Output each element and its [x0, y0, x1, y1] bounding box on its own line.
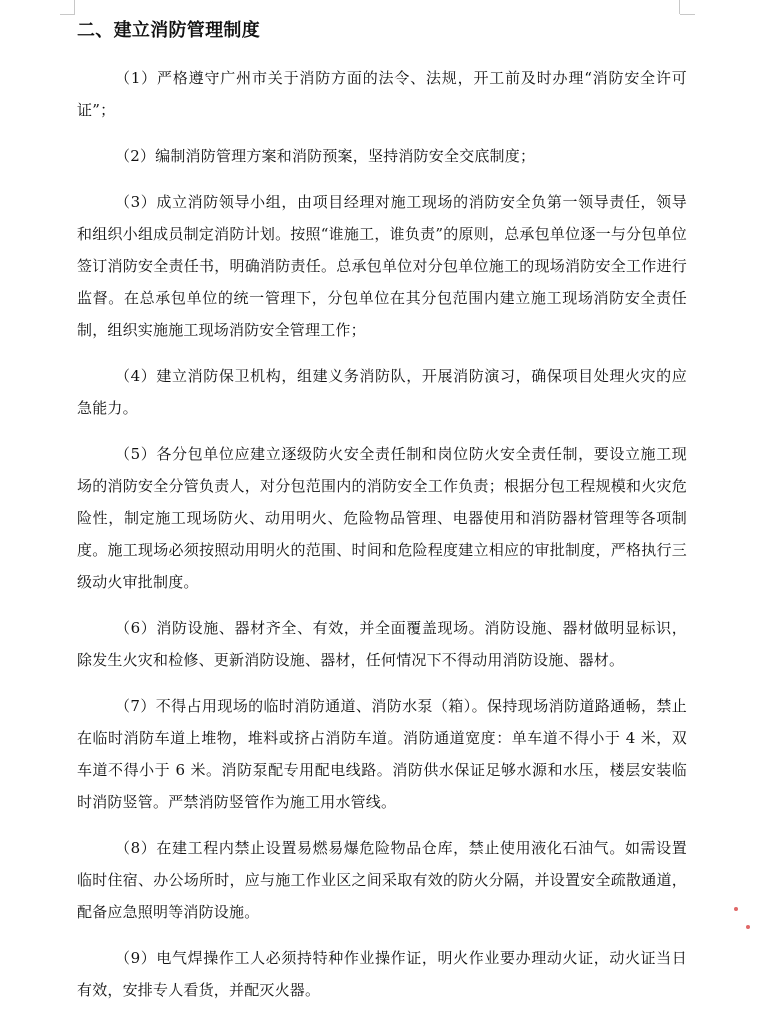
paragraph-4: （4）建立消防保卫机构，组建义务消防队，开展消防演习，确保项目处理火灾的应急能力。	[77, 367, 687, 417]
paragraph-2: （2）编制消防管理方案和消防预案，坚持消防安全交底制度；	[115, 147, 536, 165]
paragraph-6: （6）消防设施、器材齐全、有效，并全面覆盖现场。消防设施、器材做明显标识，除发生火灾和检修、更新消防设施、器材，任何情况下不得动用消防设施、器材。	[77, 619, 687, 669]
crop-mark-top-right-horizontal	[680, 14, 695, 15]
paragraph-1: （1）严格遵守广州市关于消防方面的法令、法规，开工前及时办理“消防安全许可证”；	[77, 69, 687, 119]
paragraph-9: （9）电气焊操作工人必须持特种作业操作证，明火作业要办理动火证，动火证当日有效，安排专人看货，并配灭火器。	[77, 949, 687, 999]
paragraph-3: （3）成立消防领导小组，由项目经理对施工现场的消防安全负第一领导责任，领导和组织小组成员制定消防计划。按照“谁施工，谁负责”的原则，总承包单位逐一与分包单位签订消防安全责任书，明确消防责任。总承包单位对分包单位施工的现场消防安全工作进行监督。在总承包单位的统一管理下，分包单位在其分包范围内建立施工现场消防安全责任制，组织实施施工现场消防安全管理工作；	[77, 193, 687, 339]
spelling-marker	[734, 907, 738, 911]
crop-mark-top-right-vertical	[679, 0, 680, 14]
section-heading: 二、建立消防管理制度	[77, 20, 260, 41]
crop-mark-top-left-vertical	[74, 0, 75, 14]
crop-mark-top-left-horizontal	[60, 14, 75, 15]
paragraph-7: （7）不得占用现场的临时消防通道、消防水泵（箱）。保持现场消防道路通畅，禁止在临时消防车道上堆物，堆料或挤占消防车道。消防通道宽度：单车道不得小于 4 米，双车道不得小于 6 米。消防泵配专用配电线路。消防供水保证足够水源和水压，楼层安装临时消防竖管。严禁消防竖管作为施工用水管线。	[77, 697, 687, 811]
paragraph-8: （8）在建工程内禁止设置易燃易爆危险物品仓库，禁止使用液化石油气。如需设置临时住宿、办公场所时，应与施工作业区之间采取有效的防火分隔，并设置安全疏散通道，配备应急照明等消防设施。	[77, 839, 687, 921]
paragraph-5: （5）各分包单位应建立逐级防火安全责任制和岗位防火安全责任制，要设立施工现场的消防安全分管负责人，对分包范围内的消防安全工作负责；根据分包工程规模和火灾危险性，制定施工现场防火、动用明火、危险物品管理、电器使用和消防器材管理等各项制度。施工现场必须按照动用明火的范围、时间和危险程度建立相应的审批制度，严格执行三级动火审批制度。	[77, 445, 687, 591]
spelling-marker	[746, 925, 750, 929]
document-body	[77, 62, 687, 1020]
